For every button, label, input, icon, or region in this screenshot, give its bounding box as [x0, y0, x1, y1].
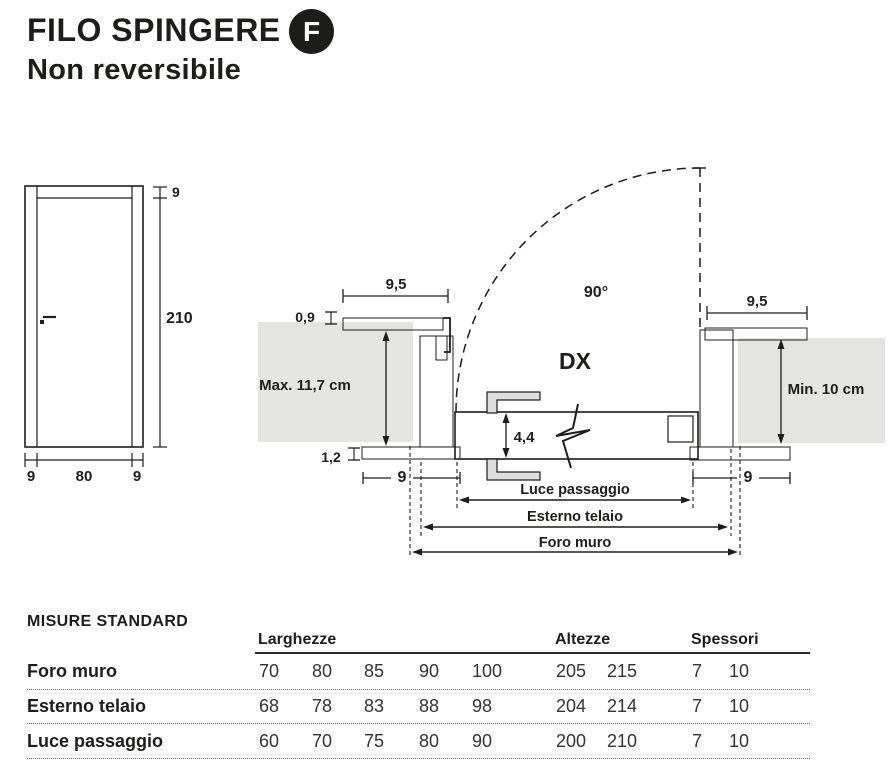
cell: 214: [607, 696, 638, 716]
span-foro-muro: [412, 535, 738, 556]
handle-upper-icon: [487, 392, 540, 413]
door-elevation: [25, 184, 193, 485]
col-group-spessori: Spessori: [688, 631, 810, 654]
dim-label: 9,5: [746, 293, 768, 310]
arrow-left-icon: [412, 549, 422, 556]
wall-max-label: Max. 11,7 cm: [259, 377, 351, 394]
door-swing-arc: [456, 168, 700, 412]
span-luce-passaggio: [459, 482, 691, 504]
hinge-block: [668, 416, 693, 442]
dim-label: 0,9: [295, 309, 315, 325]
left-jamb-slot: [436, 336, 447, 360]
dim-trim-thickness: [321, 448, 360, 465]
dim-label: 1,2: [321, 449, 341, 465]
table-title: MISURE STANDARD: [27, 613, 189, 630]
dim-label: 4,4: [513, 429, 535, 446]
cell: 215: [607, 660, 638, 681]
span-label: Foro muro: [538, 535, 612, 551]
cell: 80: [312, 660, 333, 681]
cell: 10: [729, 660, 750, 681]
dim-height-label: 210: [166, 310, 193, 327]
dim-label: 9: [397, 469, 407, 486]
table-row: [27, 653, 810, 690]
cell: 98: [472, 696, 493, 716]
door-elevation-outline: [25, 186, 143, 447]
cell: 90: [472, 730, 493, 751]
cell: 204: [556, 696, 587, 716]
dim-label: 9: [743, 469, 753, 486]
elevation-width-dimension: [25, 453, 143, 485]
handle-lower-icon: [487, 459, 540, 480]
span-label: Luce passaggio: [520, 482, 630, 498]
cell: 200: [556, 730, 587, 751]
dim-bottom-left-label: 9: [26, 468, 36, 485]
cell: 80: [419, 730, 440, 751]
arrow-right-icon: [718, 524, 728, 531]
cell: 10: [729, 730, 750, 751]
elevation-height-dimension: [153, 184, 193, 447]
plan-section: [258, 168, 885, 557]
row-label: Esterno telaio: [27, 696, 147, 716]
arrow-left-icon: [423, 524, 433, 531]
dim-bottom-width-label: 80: [75, 468, 93, 485]
right-jamb: [700, 330, 733, 447]
wall-min-label: Min. 10 cm: [787, 381, 865, 398]
cell: 60: [259, 730, 280, 751]
left-bottom-trim: [362, 447, 460, 459]
col-group-altezze: Altezze: [552, 631, 688, 654]
dim-frame-depth-right: [693, 468, 790, 486]
standard-sizes-table: [27, 631, 810, 759]
cell: 7: [692, 696, 703, 716]
page-title: FILO SPINGERE: [27, 12, 281, 48]
span-esterno-telaio: [423, 509, 728, 531]
arrow-right-icon: [728, 549, 738, 556]
cell: 88: [419, 696, 440, 716]
page-subtitle: Non reversibile: [27, 54, 242, 86]
cell: 85: [364, 660, 385, 681]
dim-arch-width-left: [343, 276, 448, 303]
dim-label: 9,5: [385, 276, 407, 293]
table-header-row: [27, 631, 810, 653]
dim-top-frame-label: 9: [172, 184, 180, 200]
cell: 68: [259, 696, 280, 716]
cell: 90: [419, 660, 440, 681]
cell: 10: [729, 696, 750, 716]
cell: 7: [692, 730, 703, 751]
row-label: Luce passaggio: [27, 730, 164, 751]
dim-frame-depth-left: [363, 468, 460, 486]
arrow-down-icon: [503, 448, 510, 458]
arrow-right-icon: [681, 497, 691, 504]
dim-bottom-right-label: 9: [132, 468, 142, 485]
type-f-badge-letter: F: [302, 15, 321, 47]
cell: 7: [692, 660, 703, 681]
cell: 78: [312, 696, 333, 716]
arrow-left-icon: [459, 497, 469, 504]
cell: 75: [364, 730, 385, 751]
arrow-up-icon: [503, 413, 510, 423]
row-label: Foro muro: [27, 660, 117, 681]
hand-label: DX: [559, 348, 591, 374]
col-group-larghezze: Larghezze: [255, 631, 552, 654]
cell: 70: [312, 730, 333, 751]
cell: 70: [259, 660, 280, 681]
table-row: [27, 690, 810, 724]
cell: 100: [472, 660, 503, 681]
cell: 210: [607, 730, 638, 751]
cell: 83: [364, 696, 385, 716]
table-row: [27, 724, 810, 759]
dim-leaf-thickness: [503, 413, 536, 458]
dim-arch-width-right: [707, 293, 807, 320]
cell: 205: [556, 660, 587, 681]
swing-angle-label: 90°: [583, 284, 609, 301]
span-label: Esterno telaio: [527, 509, 623, 525]
door-lock-dot-icon: [40, 320, 44, 324]
